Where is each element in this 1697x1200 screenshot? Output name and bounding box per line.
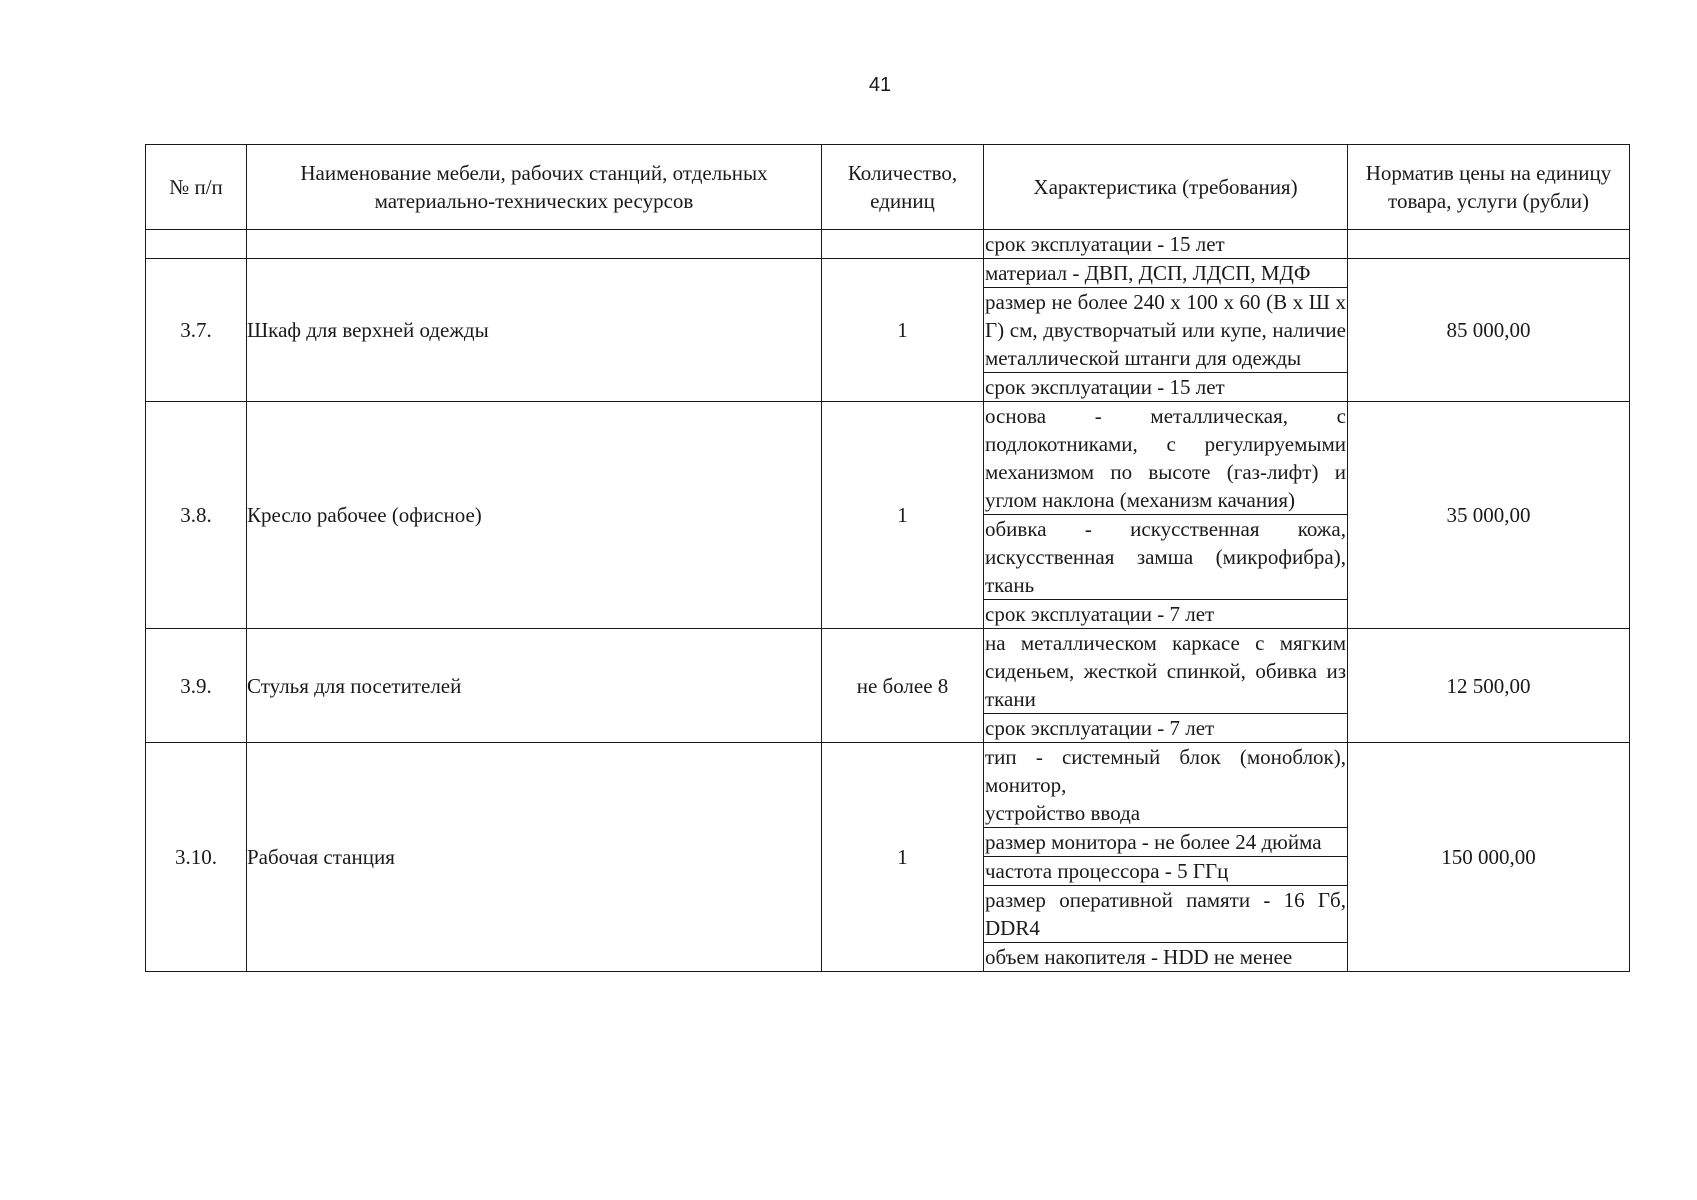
continuation-name — [247, 230, 822, 259]
row-qty: 1 — [822, 259, 984, 402]
continuation-qty — [822, 230, 984, 259]
requirement-line: срок эксплуатации - 15 лет — [985, 375, 1225, 399]
page-number: 41 — [868, 74, 892, 96]
row-num: 3.8. — [146, 402, 247, 629]
requirement-line: тип - системный блок (моноблок), монитор, устройство ввода — [984, 743, 1347, 828]
row-characteristics — [984, 402, 1348, 629]
continuation-row — [146, 230, 1630, 259]
row-name: Кресло рабочее (офисное) — [247, 402, 822, 629]
row-qty: 1 — [822, 402, 984, 629]
continuation-num — [146, 230, 247, 259]
requirement-line: размер не более 240 х 100 х 60 (В х Ш х Г) см, двустворчатый или купе, наличие металлической штанги для одежды — [984, 288, 1347, 373]
row-num: 3.7. — [146, 259, 247, 402]
header-qty: Количество, единиц — [822, 145, 984, 230]
table-row — [146, 743, 1630, 972]
requirement-line: срок эксплуатации - 15 лет — [985, 232, 1225, 256]
header-num: № п/п — [146, 145, 247, 230]
header-price: Норматив цены на единицу товара, услуги (рубли) — [1348, 145, 1630, 230]
row-price: 12 500,00 — [1348, 629, 1630, 743]
row-characteristics — [984, 259, 1348, 402]
row-price: 85 000,00 — [1348, 259, 1630, 402]
requirement-line: на металлическом каркасе с мягким сиденьем, жесткой спинкой, обивка из ткани — [984, 629, 1347, 714]
requirement-line: срок эксплуатации - 7 лет — [985, 602, 1215, 626]
requirement-line: обивка - искусственная кожа, искусственная замша (микрофибра), ткань — [984, 515, 1347, 600]
continuation-price — [1348, 230, 1630, 259]
header-name: Наименование мебели, рабочих станций, отдельных материально-технических ресурсов — [247, 145, 822, 230]
row-characteristics — [984, 743, 1348, 972]
header-characteristics: Характеристика (требования) — [984, 145, 1348, 230]
row-name: Стулья для посетителей — [247, 629, 822, 743]
row-name: Рабочая станция — [247, 743, 822, 972]
requirement-line: срок эксплуатации - 7 лет — [985, 716, 1215, 740]
requirement-line: частота процессора - 5 ГГц — [984, 857, 1347, 886]
row-price: 35 000,00 — [1348, 402, 1630, 629]
row-qty: не более 8 — [822, 629, 984, 743]
furniture-price-table — [145, 144, 1630, 972]
continuation-characteristics — [984, 230, 1348, 259]
requirement-line: размер монитора - не более 24 дюйма — [984, 828, 1347, 857]
row-name: Шкаф для верхней одежды — [247, 259, 822, 402]
table-row — [146, 259, 1630, 402]
row-price: 150 000,00 — [1348, 743, 1630, 972]
row-characteristics — [984, 629, 1348, 743]
table-row — [146, 402, 1630, 629]
requirement-line: материал - ДВП, ДСП, ЛДСП, МДФ — [984, 259, 1347, 288]
requirement-line: объем накопителя - HDD не менее — [985, 945, 1293, 969]
row-num: 3.9. — [146, 629, 247, 743]
row-num: 3.10. — [146, 743, 247, 972]
table-header-row — [146, 145, 1630, 230]
requirement-line: основа - металлическая, с подлокотниками, с регулируемыми механизмом по высоте (газ-лифт) и углом наклона (механизм качания) — [984, 402, 1347, 515]
table-row — [146, 629, 1630, 743]
requirement-line: размер оперативной памяти - 16 Гб, DDR4 — [984, 886, 1347, 943]
row-qty: 1 — [822, 743, 984, 972]
